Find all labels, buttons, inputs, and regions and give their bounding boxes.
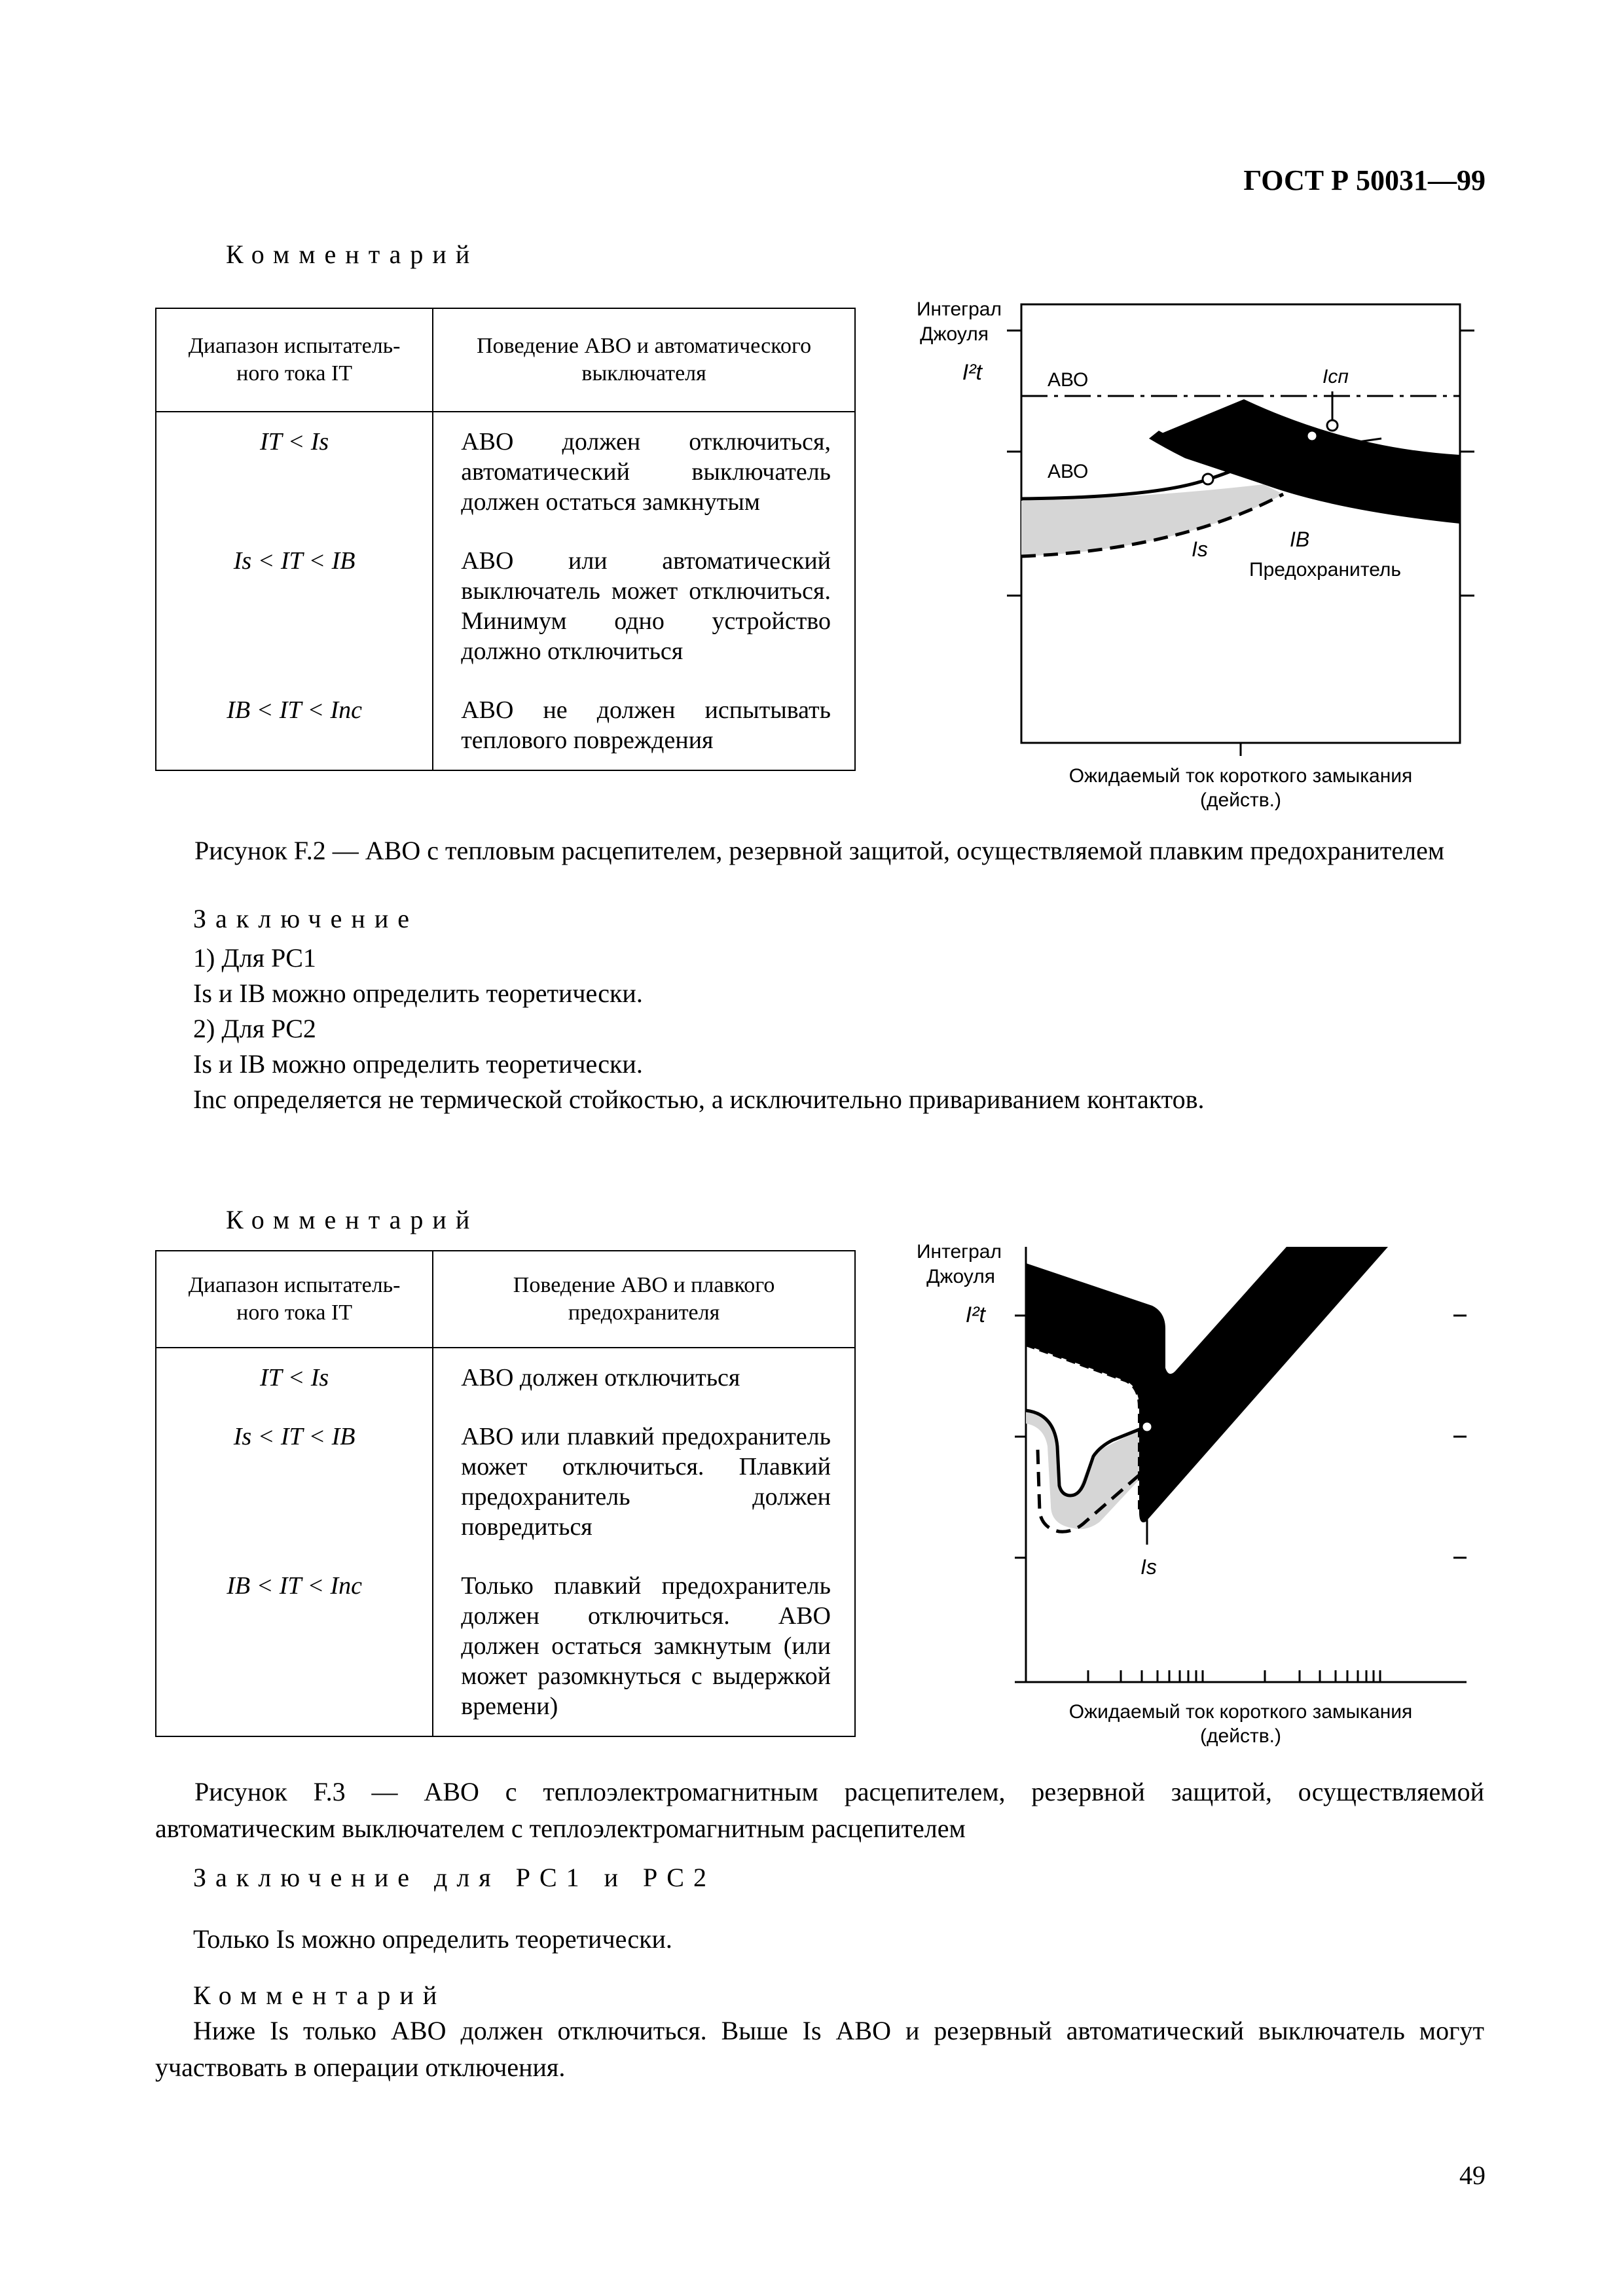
f3-xlabel-2: (действ.) bbox=[1200, 1725, 1281, 1747]
f2-point-icp bbox=[1327, 420, 1338, 431]
f2-xlabel-1: Ожидаемый ток короткого замыкания bbox=[1068, 765, 1413, 787]
table2-header-behavior: Поведение АВО и плавкого предохранителя bbox=[433, 1251, 855, 1348]
figure-f3-caption: Рисунок F.3 — АВО с теплоэлектромагнитным расцепителем, резервной защитой, осуществляемой автоматическим выключателем с теплоэлектромагнитным расцепителем bbox=[155, 1777, 1484, 1843]
f3-gray-region bbox=[1026, 1410, 1146, 1529]
f2-label-avo-curve: АВО bbox=[1048, 461, 1089, 482]
table1-header-range: Диапазон испытатель-ного тока IT bbox=[156, 308, 433, 412]
f3-ylabel-1: Интеграл bbox=[916, 1241, 1002, 1263]
comparison-table-1 bbox=[155, 308, 856, 771]
conclusion-title-2: Заключение для PC1 и PC2 bbox=[193, 1863, 716, 1892]
figure-f3-diagram bbox=[877, 1230, 1486, 1754]
comment-text-3: Ниже Is только АВО должен отключиться. Выше Is АВО и резервный автоматический выключатель могут участвовать в операции отключения. bbox=[155, 2016, 1484, 2082]
table1-header-behavior: Поведение АВО и автоматического выключателя bbox=[433, 308, 855, 412]
f3-xlabel-1: Ожидаемый ток короткого замыкания bbox=[1068, 1701, 1413, 1723]
f3-point-is bbox=[1142, 1422, 1152, 1432]
f2-ylabel-3: I²t bbox=[962, 360, 982, 385]
f3-ylabel-2: Джоуля bbox=[926, 1266, 995, 1287]
conclusion-line-5: Inc определяется не термической стойкостью, а исключительно привариванием контактов. bbox=[193, 1085, 1205, 1114]
f2-label-fuse: Предохранитель bbox=[1249, 559, 1402, 581]
f2-label-icp: Iсп bbox=[1322, 366, 1349, 387]
table2-header-range: Диапазон испытатель-ного тока IT bbox=[156, 1251, 433, 1348]
conclusion-line-2: Is и IB можно определить теоретически. bbox=[193, 978, 643, 1008]
f3-label-is: Is bbox=[1140, 1555, 1157, 1579]
comment-title-1: Комментарий bbox=[226, 240, 479, 269]
f2-label-avo-top: АВО bbox=[1048, 369, 1089, 391]
comment-title-2: Комментарий bbox=[226, 1205, 479, 1234]
table2-condition-2: Is < IT < IB bbox=[156, 1407, 433, 1556]
f2-xlabel-2: (действ.) bbox=[1200, 789, 1281, 811]
table1-behavior-3: АВО не должен испытывать теплового повреждения bbox=[433, 681, 855, 770]
standard-header: ГОСТ Р 50031—99 bbox=[1243, 164, 1486, 196]
comment-title-3: Комментарий bbox=[193, 1981, 447, 2010]
figure-f2-caption: Рисунок F.2 — АВО с тепловым расцепителем, резервной защитой, осуществляемой плавким предохранителем bbox=[194, 836, 1445, 865]
table2-condition-3: IB < IT < Inc bbox=[156, 1556, 433, 1736]
f3-x-ticks bbox=[1088, 1670, 1380, 1682]
table1-behavior-1: АВО должен отключиться, автоматический выключатель должен остаться замкнутым bbox=[433, 412, 855, 531]
f2-ylabel-2: Джоуля bbox=[920, 323, 989, 345]
f2-label-is: Is bbox=[1192, 537, 1208, 561]
page-number: 49 bbox=[1459, 2161, 1486, 2190]
conclusion-line-1: 1) Для PC1 bbox=[193, 943, 316, 973]
table2-behavior-2: АВО или плавкий предохранитель может отключиться. Плавкий предохранитель должен повредиться bbox=[433, 1407, 855, 1556]
f2-point-is bbox=[1203, 474, 1213, 484]
table2-behavior-3: Только плавкий предохранитель должен отключиться. АВО должен остаться замкнутым (или может разомкнуться с выдержкой времени) bbox=[433, 1556, 855, 1736]
f2-label-ib: IB bbox=[1290, 528, 1310, 551]
conclusion-text-2: Только Is можно определить теоретически. bbox=[193, 1924, 672, 1954]
table1-condition-3: IB < IT < Inc bbox=[156, 681, 433, 770]
f2-point-ib bbox=[1307, 431, 1317, 441]
table1-condition-2: Is < IT < IB bbox=[156, 531, 433, 681]
f3-breaker-band bbox=[1026, 1247, 1388, 1522]
f2-gray-region bbox=[1021, 484, 1283, 556]
table2-behavior-1: АВО должен отключиться bbox=[433, 1348, 855, 1407]
table1-condition-1: IT < Is bbox=[156, 412, 433, 531]
figure-f2-diagram bbox=[877, 288, 1486, 812]
conclusion-line-4: Is и IB можно определить теоретически. bbox=[193, 1049, 643, 1079]
table2-condition-1: IT < Is bbox=[156, 1348, 433, 1407]
f3-ylabel-3: I²t bbox=[965, 1302, 985, 1327]
conclusion-line-3: 2) Для PC2 bbox=[193, 1014, 316, 1043]
table1-behavior-2: АВО или автоматический выключатель может отключиться. Минимум одно устройство должно отключиться bbox=[433, 531, 855, 681]
f2-ylabel-1: Интеграл bbox=[916, 298, 1002, 320]
comparison-table-2 bbox=[155, 1250, 856, 1737]
conclusion-title-1: Заключение bbox=[193, 904, 418, 933]
